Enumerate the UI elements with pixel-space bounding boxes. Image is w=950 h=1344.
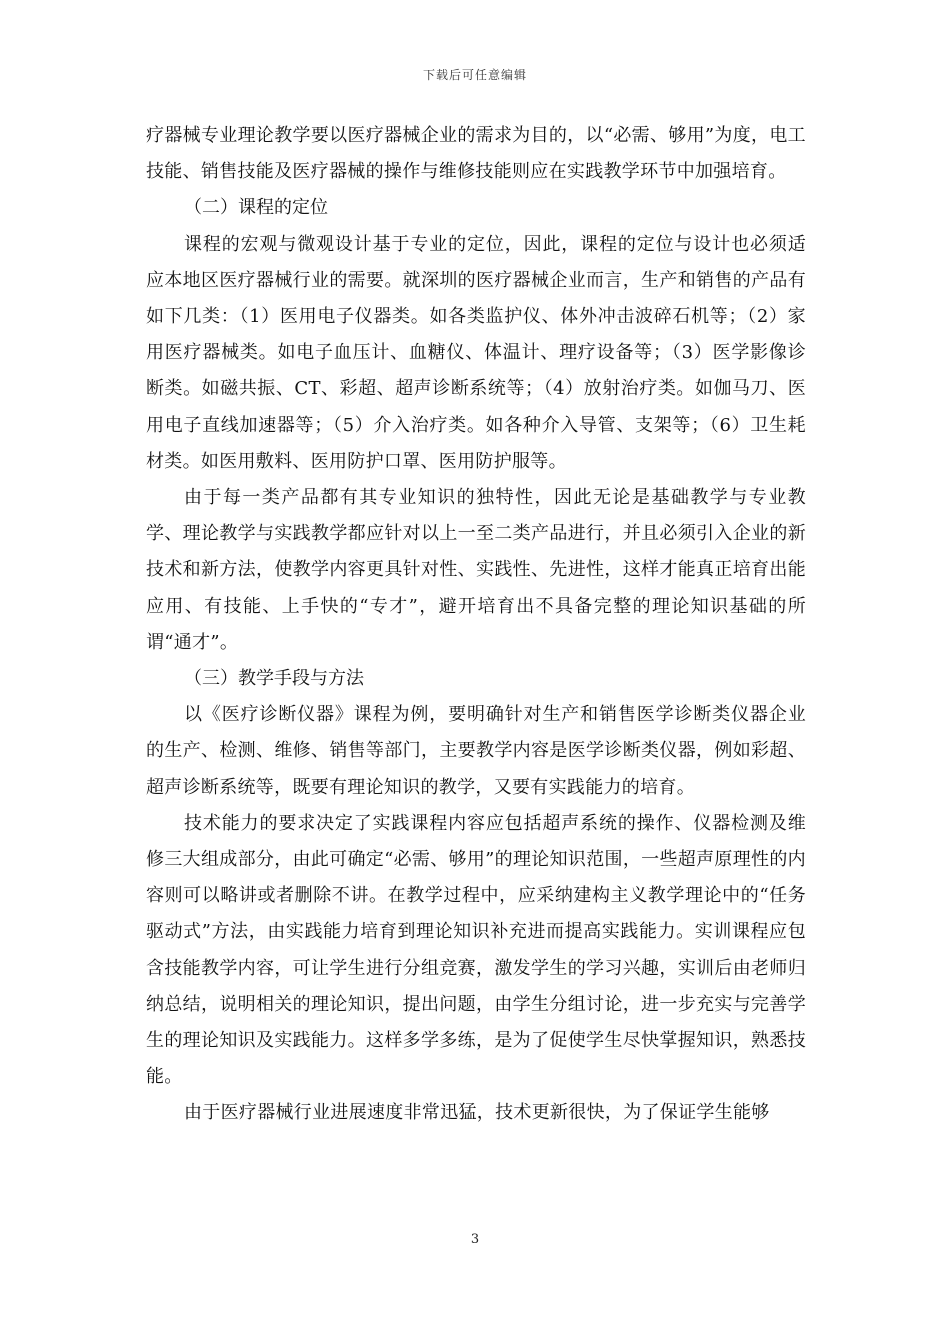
paragraph-course-positioning: 课程的宏观与微观设计基于专业的定位，因此，课程的定位与设计也必须适应本地区医疗器械行业的需要。就深圳的医疗器械企业而言，生产和销售的产品有如下几类：（1）医用电子仪器类。如各类监护仪、体外冲击波碎石机等；（2）家用医疗器械类。如电子血压计、血糖仪、体温计、理疗设备等；（3）医学影像诊断类。如磁共振、CT、彩超、超声诊断系统等；（4）放射治疗类。如伽马刀、医用电子直线加速器等；（5）介入治疗类。如各种介入导管、支架等；（6）卫生耗材类。如医用敷料、医用防护口罩、医用防护服等。 [146, 233, 806, 472]
paragraph-product-specialization: 由于每一类产品都有其专业知识的独特性，因此无论是基础教学与专业教学、理论教学与实践教学都应针对以上一至二类产品进行，并且必须引入企业的新技术和新方法，使教学内容更具针对性、实践性、先进性，这样才能真正培育出能应用、有技能、上手快的“专才”，避开培育出不具备完整的理论知识基础的所谓“通才”。 [146, 487, 806, 653]
page-header: 下载后可任意编辑 [422, 68, 527, 82]
document-body [146, 118, 806, 1132]
page-number: 3 [470, 1232, 480, 1247]
paragraph-industry-development: 由于医疗器械行业进展速度非常迅猛，技术更新很快，为了保证学生能够 [184, 1102, 770, 1124]
paragraph-continuation: 疗器械专业理论教学要以医疗器械企业的需求为目的，以“必需、够用”为度，电工技能、销售技能及医疗器械的操作与维修技能则应在实践教学环节中加强培育。 [146, 125, 806, 183]
paragraph-technical-ability: 技术能力的要求决定了实践课程内容应包括超声系统的操作、仪器检测及维修三大组成部分，由此可确定“必需、够用”的理论知识范围，一些超声原理性的内容则可以略讲或者删除不讲。在教学过程中，应采纳建构主义教学理论中的“任务驱动式”方法，由实践能力培育到理论知识补充进而提高实践能力。实训课程应包含技能教学内容，可让学生进行分组竞赛，激发学生的学习兴趣，实训后由老师归纳总结，说明相关的理论知识，提出问题，由学生分组讨论，进一步充实与完善学生的理论知识及实践能力。这样多学多练，是为了促使学生尽快掌握知识，熟悉技能。 [146, 812, 806, 1088]
paragraph-course-example: 以《医疗诊断仪器》课程为例，要明确针对生产和销售医学诊断类仪器企业的生产、检测、维修、销售等部门，主要教学内容是医学诊断类仪器，例如彩超、超声诊断系统等，既要有理论知识的教学，又要有实践能力的培育。 [146, 704, 806, 798]
section-heading-teaching-methods: （三）教学手段与方法 [184, 668, 364, 690]
section-heading-course-positioning: （二）课程的定位 [184, 197, 328, 219]
